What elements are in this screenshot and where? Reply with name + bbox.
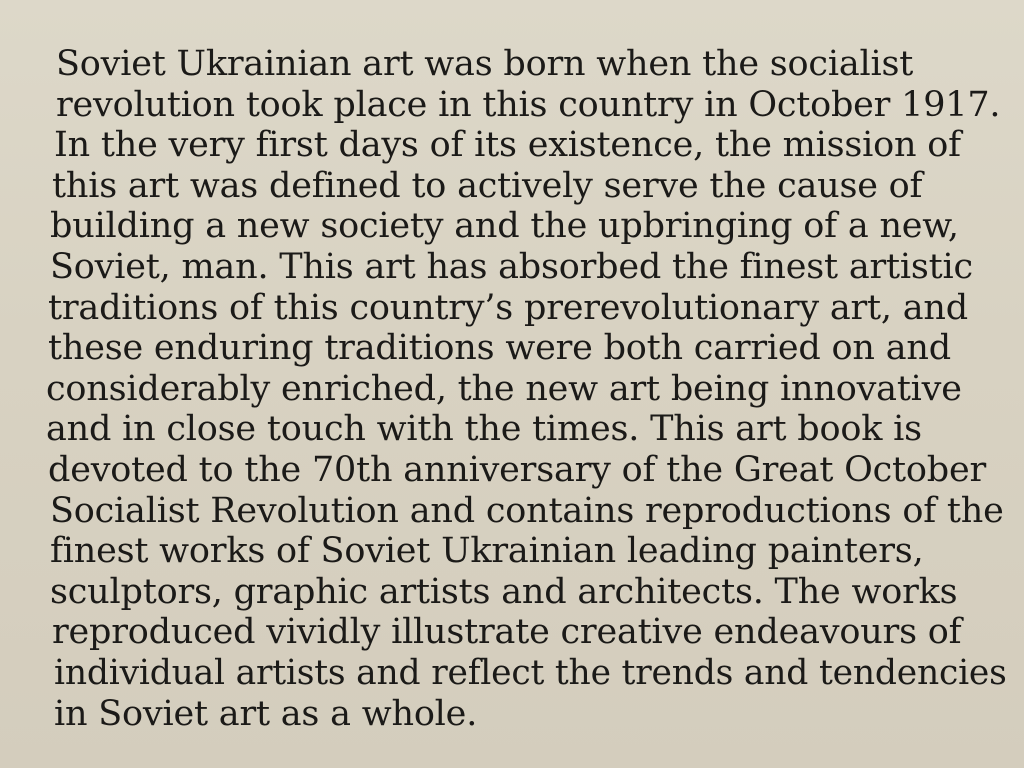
- text-line: reproduced vividly illustrate creative endeavours of: [52, 612, 962, 653]
- body-paragraph: [46, 44, 1016, 734]
- text-line: considerably enriched, the new art being innovative: [46, 368, 962, 409]
- text-line: devoted to the 70th anniversary of the Great October: [48, 449, 987, 490]
- text-line: these enduring traditions were both carried on and: [48, 328, 951, 369]
- text-line: and in close touch with the times. This art book is: [46, 409, 922, 450]
- text-line: revolution took place in this country in October 1917.: [56, 84, 1001, 125]
- text-line: building a new society and the upbringing of a new,: [50, 206, 959, 247]
- text-line: finest works of Soviet Ukrainian leading painters,: [50, 531, 924, 572]
- text-line: In the very first days of its existence, the mission of: [54, 125, 961, 166]
- text-line: sculptors, graphic artists and architects. The works: [50, 571, 958, 612]
- text-line: Soviet Ukrainian art was born when the socialist: [56, 44, 914, 84]
- text-line: Soviet, man. This art has absorbed the finest artistic: [50, 246, 973, 287]
- text-line: in Soviet art as a whole.: [54, 693, 478, 734]
- text-line: traditions of this country’s prerevolutionary art, and: [48, 287, 968, 328]
- text-line: Socialist Revolution and contains reproductions of the: [50, 490, 1004, 531]
- text-line: individual artists and reflect the trends and tendencies: [54, 652, 1007, 693]
- text-line: this art was defined to actively serve the cause of: [52, 165, 923, 206]
